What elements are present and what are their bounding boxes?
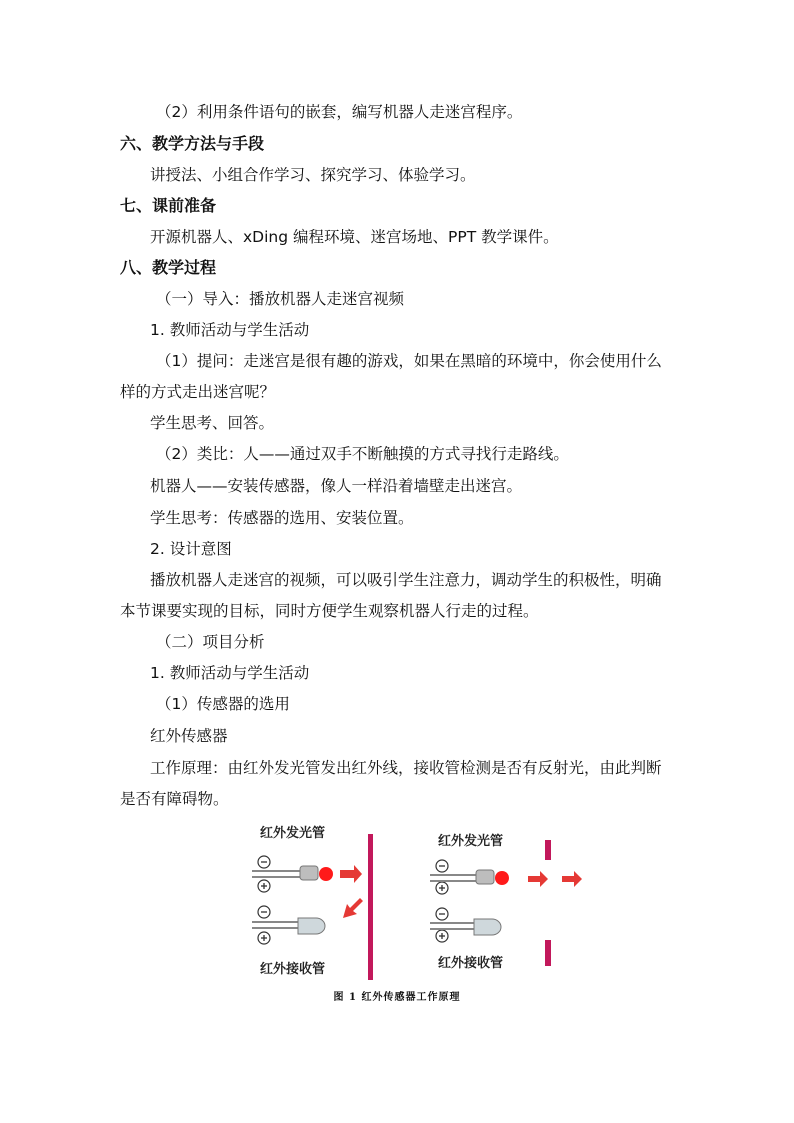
paragraph-line: （2）利用条件语句的嵌套，编写机器人走迷宫程序。 bbox=[156, 103, 523, 121]
paragraph-line: 红外传感器 bbox=[150, 727, 228, 745]
figure-drawing bbox=[240, 820, 600, 980]
paragraph-line: 2. 设计意图 bbox=[150, 540, 232, 558]
subsection-heading: （二）项目分析 bbox=[156, 633, 265, 651]
paragraph-line: 讲授法、小组合作学习、探究学习、体验学习。 bbox=[150, 166, 476, 184]
figure-caption: 图 1 红外传感器工作原理 bbox=[333, 992, 461, 1003]
ir-sensor-figure bbox=[240, 820, 600, 980]
paragraph-line: 学生思考、回答。 bbox=[150, 414, 275, 432]
ir-emitter-right bbox=[430, 860, 509, 894]
paragraph-line: （2）类比：人——通过双手不断触摸的方式寻找行走路线。 bbox=[156, 445, 569, 463]
paragraph-line: 播放机器人走迷宫的视频，可以吸引学生注意力，调动学生的积极性，明确 bbox=[150, 571, 662, 589]
paragraph-line: 学生思考：传感器的选用、安装位置。 bbox=[150, 509, 414, 527]
right-emitter-label: 红外发光管 bbox=[438, 834, 504, 849]
arrow-right-icon bbox=[528, 871, 548, 887]
wall-bottom-segment bbox=[545, 940, 551, 966]
paragraph-line: 1. 教师活动与学生活动 bbox=[150, 664, 310, 682]
ir-emitter-left bbox=[252, 856, 333, 892]
section-heading: 七、课前准备 bbox=[120, 196, 217, 215]
left-emitter-label: 红外发光管 bbox=[260, 826, 326, 841]
paragraph-line: （1）提问：走迷宫是很有趣的游戏，如果在黑暗的环境中，你会使用什么 bbox=[156, 352, 662, 370]
arrow-pass-icon bbox=[562, 871, 582, 887]
paragraph-line: 是否有障碍物。 bbox=[120, 790, 229, 808]
right-receiver-label: 红外接收管 bbox=[438, 956, 504, 971]
wall-top-segment bbox=[545, 840, 551, 860]
subsection-heading: （一）导入：播放机器人走迷宫视频 bbox=[156, 290, 405, 308]
paragraph-line: 本节课要实现的目标，同时方便学生观察机器人行走的过程。 bbox=[120, 602, 539, 620]
paragraph-line: 1. 教师活动与学生活动 bbox=[150, 321, 310, 339]
paragraph-line: （1）传感器的选用 bbox=[156, 695, 290, 713]
paragraph-line: 开源机器人、xDing 编程环境、迷宫场地、PPT 教学课件。 bbox=[150, 228, 559, 246]
paragraph-line: 机器人——安装传感器，像人一样沿着墙壁走出迷宫。 bbox=[150, 477, 523, 495]
paragraph-line: 样的方式走出迷宫呢？ bbox=[120, 383, 276, 401]
arrow-reflect-icon bbox=[343, 898, 363, 918]
arrow-right-icon bbox=[340, 865, 362, 883]
section-heading: 八、教学过程 bbox=[120, 258, 217, 277]
paragraph-line: 工作原理：由红外发光管发出红外线，接收管检测是否有反射光，由此判断 bbox=[150, 759, 662, 777]
left-receiver-label: 红外接收管 bbox=[260, 962, 326, 977]
section-heading: 六、教学方法与手段 bbox=[120, 134, 265, 153]
ir-receiver-right bbox=[430, 908, 501, 942]
ir-receiver-left bbox=[252, 906, 325, 944]
wall bbox=[368, 834, 373, 980]
